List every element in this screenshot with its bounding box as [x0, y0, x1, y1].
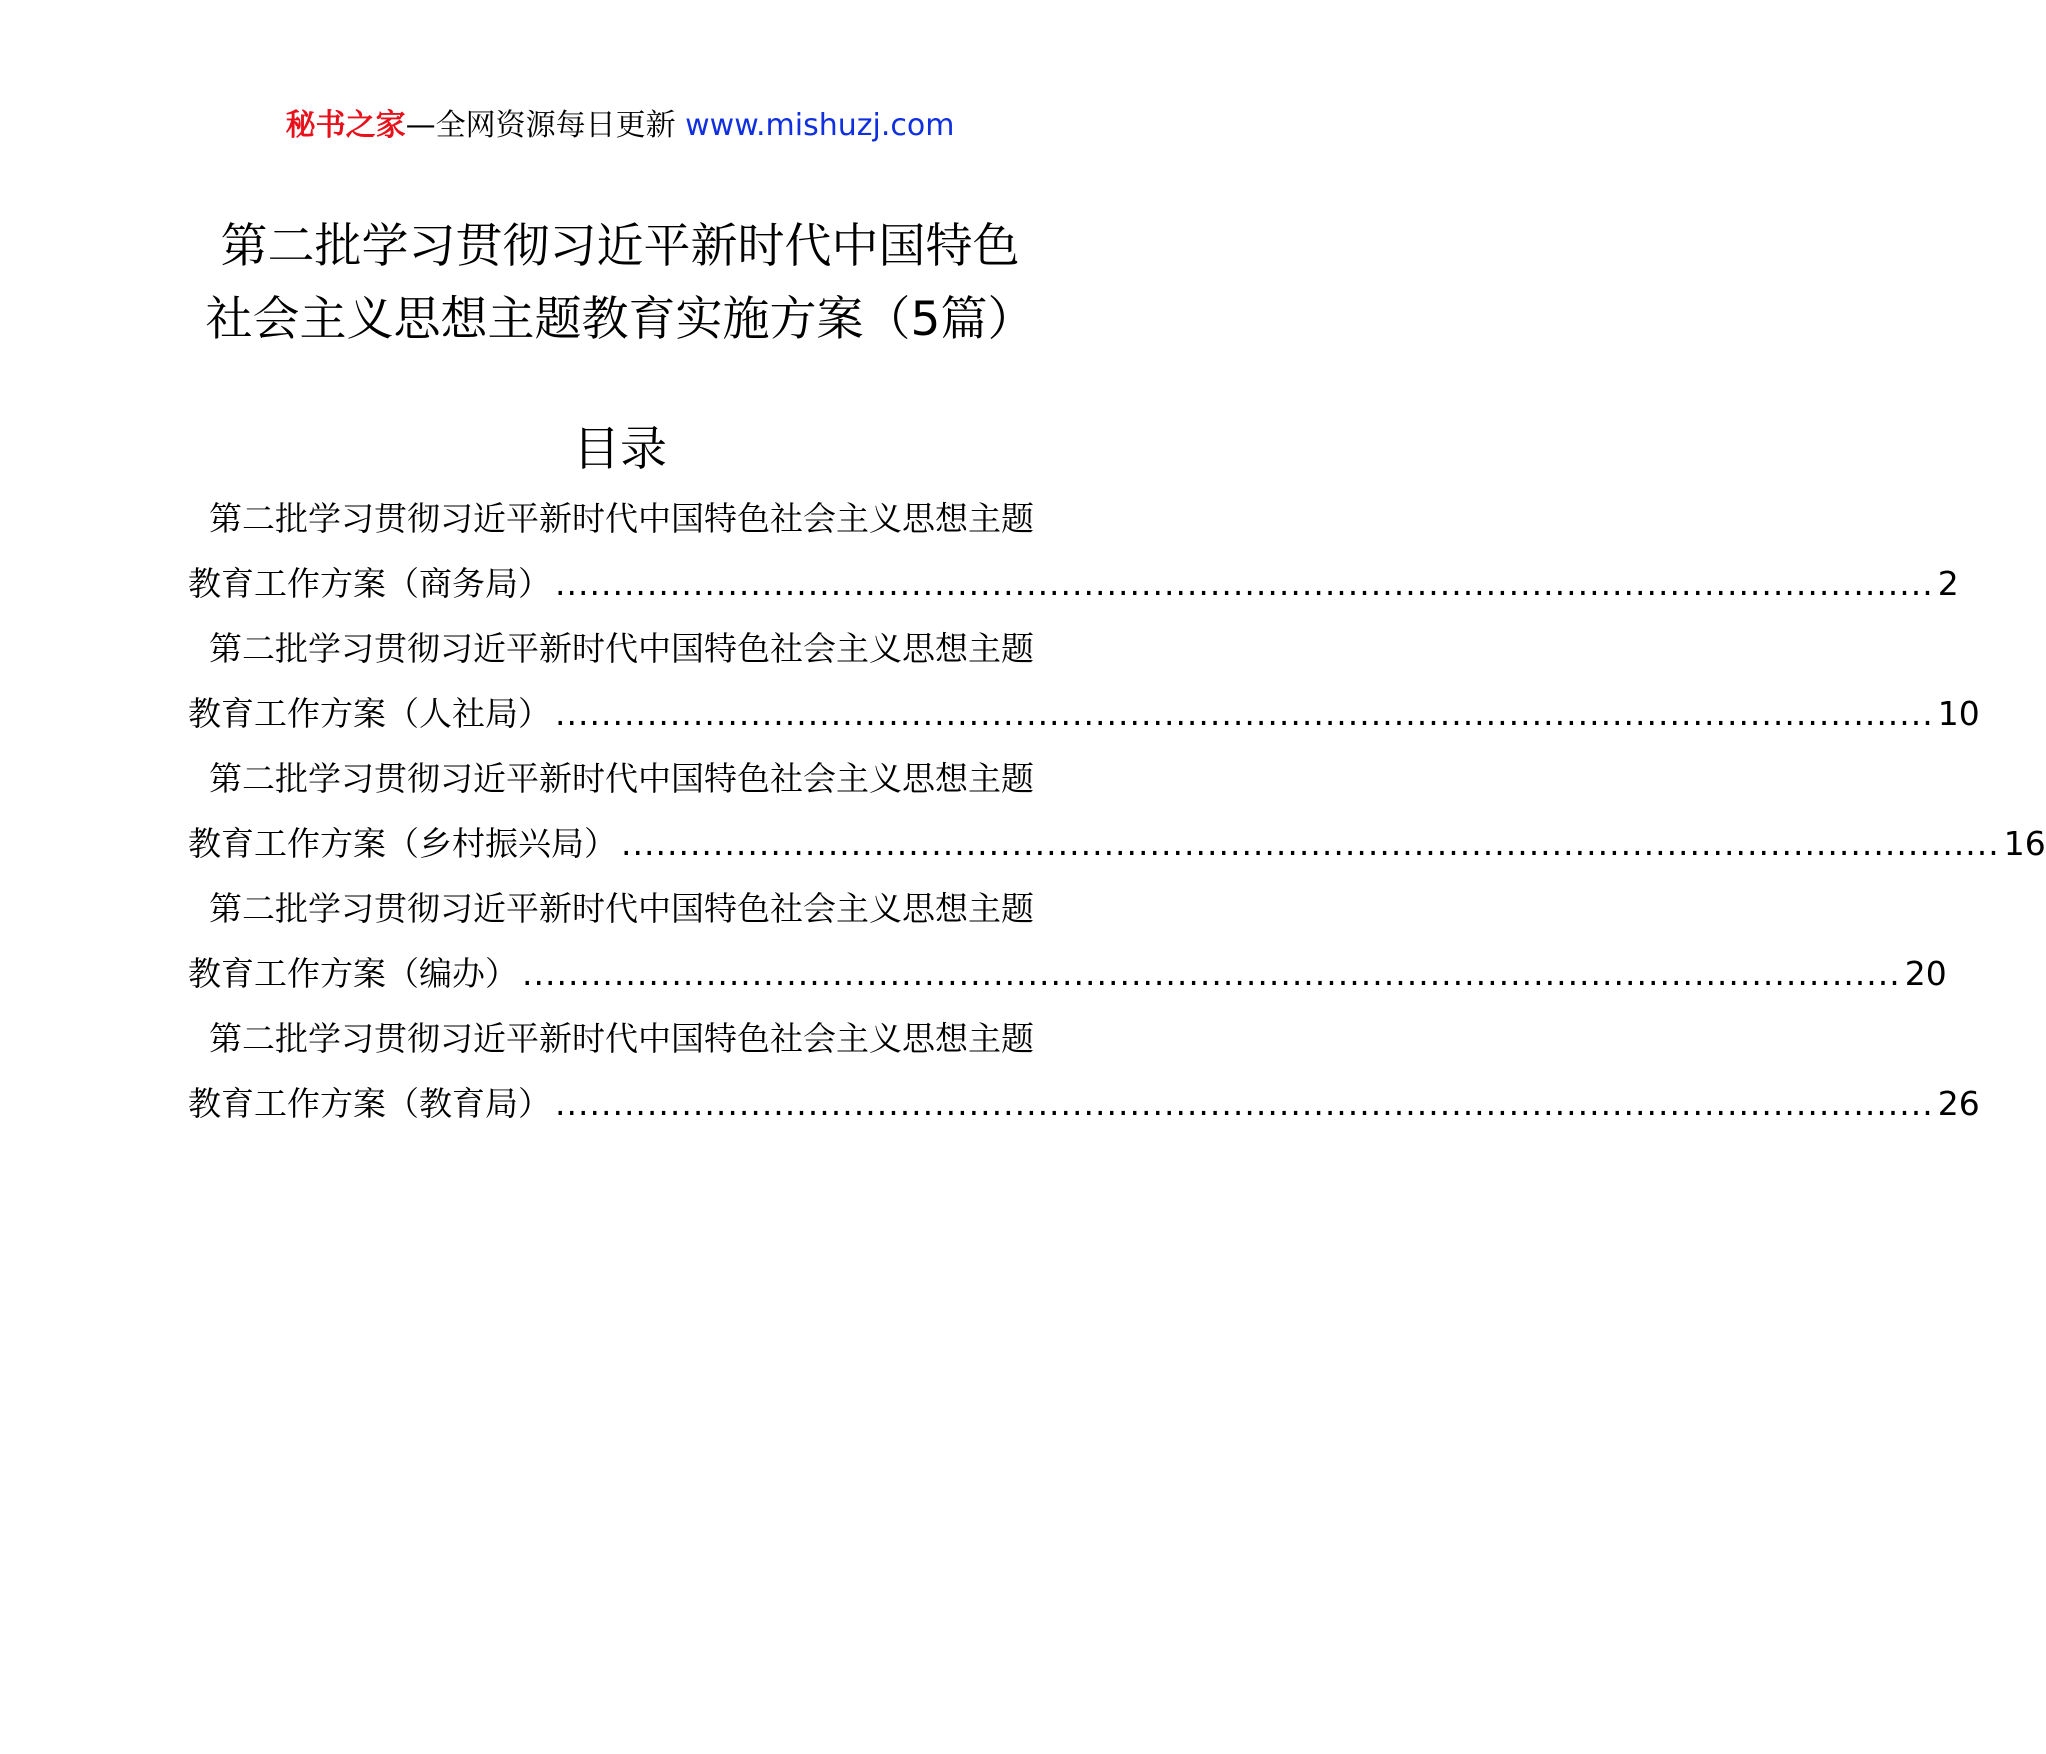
toc-heading: 目录 — [573, 422, 667, 477]
toc-dot-leader: ........................................................................................................................ — [621, 824, 2000, 863]
toc-dot-leader: ........................................................................................................................ — [555, 564, 1934, 603]
toc-entry-title-line-1: 第二批学习贯彻习近平新时代中国特色社会主义思想主题 — [209, 759, 1034, 798]
toc-entry[interactable] — [188, 1006, 1980, 1136]
table-of-contents — [188, 486, 2046, 1136]
toc-page-number: 16 — [2003, 824, 2046, 863]
document-title-line-1: 第二批学习贯彻习近平新时代中国特色 — [220, 219, 1020, 274]
toc-entry-title-line-1: 第二批学习贯彻习近平新时代中国特色社会主义思想主题 — [209, 629, 1034, 668]
site-header — [0, 104, 1240, 148]
toc-entry-title-line-2: 教育工作方案（人社局） — [188, 694, 551, 733]
toc-entry-title-line-1: 第二批学习贯彻习近平新时代中国特色社会主义思想主题 — [209, 499, 1034, 538]
toc-entry[interactable] — [188, 746, 2046, 876]
toc-entry-title-line-2: 教育工作方案（商务局） — [188, 564, 551, 603]
toc-dot-leader: ........................................................................................................................ — [555, 1084, 1934, 1123]
brand-name: 秘书之家 — [285, 108, 406, 143]
toc-page-number: 10 — [1937, 694, 1980, 733]
toc-entry[interactable] — [188, 616, 1980, 746]
header-tagline: —全网资源每日更新 — [405, 108, 686, 143]
site-url-link[interactable]: www.mishuzj.com — [685, 108, 955, 143]
document-title — [0, 210, 1240, 356]
toc-entry[interactable] — [188, 486, 1959, 616]
toc-page-number: 20 — [1904, 954, 1947, 993]
toc-entry[interactable] — [188, 876, 1947, 1006]
toc-dot-leader: ........................................................................................................................ — [555, 694, 1934, 733]
toc-entry-title-line-2: 教育工作方案（乡村振兴局） — [188, 824, 617, 863]
toc-entry-title-line-1: 第二批学习贯彻习近平新时代中国特色社会主义思想主题 — [209, 1019, 1034, 1058]
toc-entry-title-line-2: 教育工作方案（编办） — [188, 954, 518, 993]
toc-page-number: 2 — [1937, 564, 1959, 603]
toc-entry-title-line-2: 教育工作方案（教育局） — [188, 1084, 551, 1123]
toc-entry-title-line-1: 第二批学习贯彻习近平新时代中国特色社会主义思想主题 — [209, 889, 1034, 928]
document-title-line-2: 社会主义思想主题教育实施方案（5篇） — [205, 292, 1035, 347]
toc-dot-leader: ........................................................................................................................ — [522, 954, 1901, 993]
toc-page-number: 26 — [1937, 1084, 1980, 1123]
